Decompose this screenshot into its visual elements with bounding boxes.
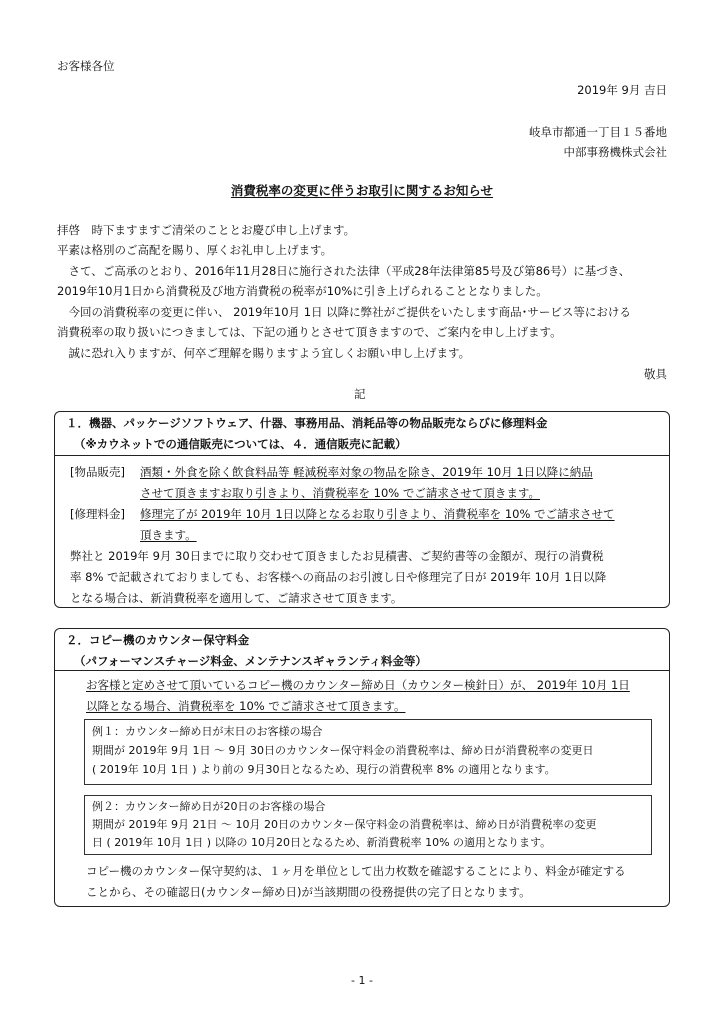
company-name: 中部事務機株式会社 bbox=[563, 145, 667, 159]
section2-lead-line: 以降となる場合、消費税率を 10% でご請求させて頂きます。 bbox=[86, 699, 406, 713]
goods-line: させて頂きますお取り引きより、消費税率を 10% でご請求させて頂きます。 bbox=[140, 486, 540, 500]
intro-line: 平素は格別のご高配を賜り、厚くお礼申し上げます。 bbox=[57, 243, 333, 257]
section1-note-line: となる場合は、新消費税率を適用して、ご請求させて頂きます。 bbox=[70, 591, 403, 605]
section2-lead-line: お客様と定めさせて頂いているコピー機のカウンター締め日（カウンター検針日）が、 2019年 10月 1日 bbox=[86, 678, 630, 692]
date: 2019年 9月 吉日 bbox=[577, 83, 667, 97]
goods-line: 酒類・外食を除く飲食料品等 軽減税率対象の物品を除き、2019年 10月 1日以降に納品 bbox=[140, 465, 593, 479]
repair-line: 修理完了が 2019年 10月 1日以降となるお取り引きより、消費税率を 10% でご請求させて bbox=[140, 507, 615, 521]
section2-footer-line: ことから、その確認日(カウンター締め日)が当該期間の役務提供の完了日となります。 bbox=[86, 885, 531, 899]
item-tag-repair: [修理料金] bbox=[70, 507, 125, 521]
section1-note-line: 弊社と 2019年 9月 30日までに取り交わせて頂きましたお見積書、ご契約書等の金額が、現行の消費税 bbox=[70, 549, 604, 563]
section1-subheading: （※カウネットでの通信販売については、４．通信販売に記載） bbox=[74, 437, 407, 451]
section1-note-line: 率 8% で記載されておりましても、お客様への商品のお引渡し日や修理完了日が 2019年 10月 1日以降 bbox=[70, 570, 607, 584]
item-tag-goods: [物品販売] bbox=[70, 465, 125, 479]
intro-line: 2019年10月1日から消費税及び地方消費税の税率が10%に引き上げられることとなりました。 bbox=[57, 284, 548, 298]
section2-subheading: （パフォーマンスチャージ料金、メンテナンスギャランティ料金等） bbox=[74, 654, 427, 668]
section2-divider bbox=[55, 670, 669, 671]
example1-title: 例１：カウンター締め日が末日のお客様の場合 bbox=[92, 725, 323, 738]
section1-heading: １．機器、パッケージソフトウェア、什器、事務用品、消耗品等の物品販売ならびに修理料金 bbox=[66, 416, 548, 430]
page-number: - 1 - bbox=[351, 974, 373, 987]
example2-title: 例２：カウンター締め日が20日のお客様の場合 bbox=[92, 800, 326, 813]
intro-line: さて、ご高承のとおり、2016年11月28日に施行された法律（平成28年法律第85号及び第86号）に基づき、 bbox=[57, 264, 631, 278]
ki-marker: 記 bbox=[354, 387, 366, 401]
example1-line: ( 2019年 10月 1日 ) より前の 9月30日となるため、現行の消費税率 8% の適用となります。 bbox=[92, 763, 556, 776]
addressee: お客様各位 bbox=[57, 59, 115, 73]
intro-line: 今回の消費税率の変更に伴い、 2019年10月 1日 以降に弊社がご提供をいたします商品･サービス等における bbox=[57, 305, 631, 319]
company-address: 岐阜市都通一丁目１５番地 bbox=[529, 125, 667, 139]
example2-line: 日 ( 2019年 10月 1日 ) 以降の 10月20日となるため、新消費税率 10% の適用となります。 bbox=[92, 836, 552, 849]
section1-divider bbox=[55, 455, 669, 456]
section2-heading: ２．コピー機のカウンター保守料金 bbox=[66, 633, 250, 647]
intro-line: 誠に恐れ入りますが、何卒ご理解を賜りますよう宜しくお願い申し上げます。 bbox=[57, 346, 471, 360]
intro-line: 消費税率の取り扱いにつきましては、下記の通りとさせて頂きますので、ご案内を申し上げます。 bbox=[57, 325, 562, 339]
repair-line: 頂きます。 bbox=[140, 528, 197, 542]
section2-footer-line: コピー機のカウンター保守契約は、１ヶ月を単位として出力枚数を確認することにより、料金が確定する bbox=[86, 864, 626, 878]
page-title: 消費税率の変更に伴うお取引に関するお知らせ bbox=[230, 183, 494, 198]
example2-line: 期間が 2019年 9月 21日 ～ 10月 20日のカウンター保守料金の消費税率は、締め日が消費税率の変更 bbox=[92, 818, 597, 831]
intro-line: 拝啓 時下ますますご清栄のこととお慶び申し上げます。 bbox=[57, 223, 356, 237]
example1-line: 期間が 2019年 9月 1日 ～ 9月 30日のカウンター保守料金の消費税率は、締め日が消費税率の変更日 bbox=[92, 744, 594, 757]
closing-keigu: 敬具 bbox=[644, 367, 667, 381]
